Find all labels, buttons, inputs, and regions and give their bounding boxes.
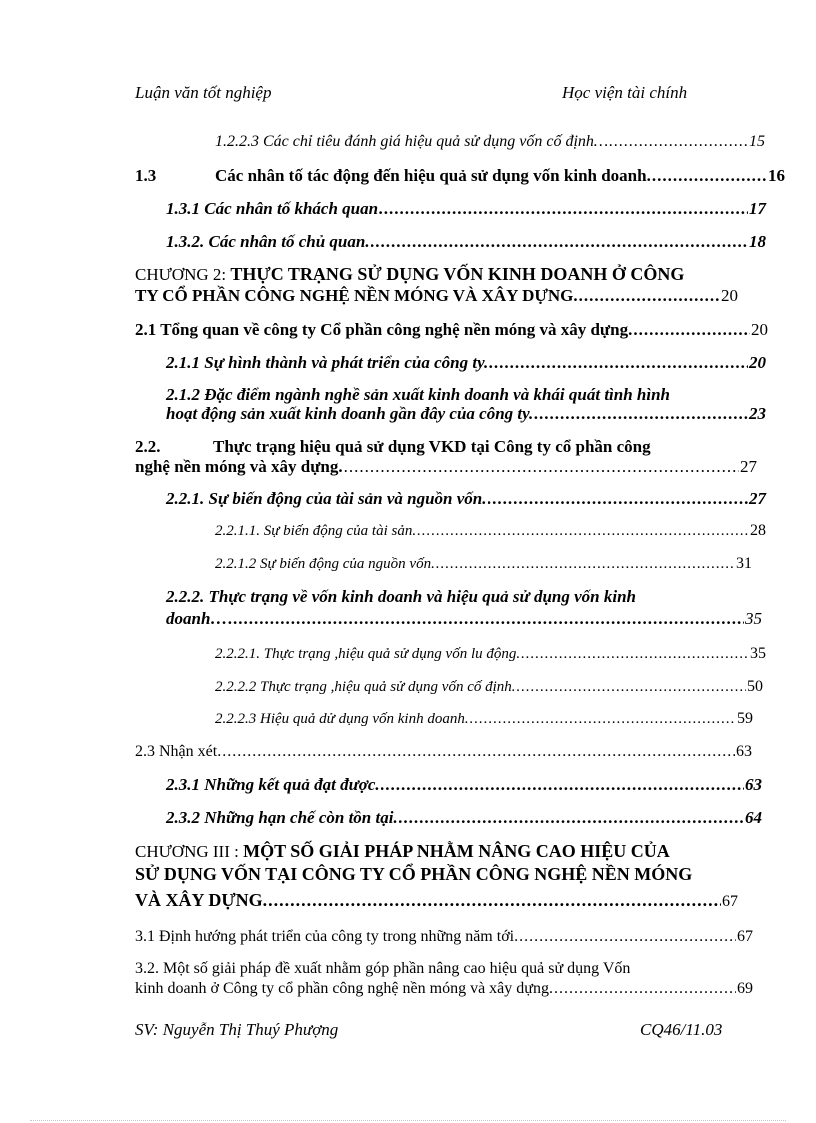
toc-entry-2-2-1-2 (215, 555, 752, 573)
toc-page: 31 (736, 555, 752, 572)
toc-text: 1.3.2. Các nhân tố chủ quan. (166, 232, 370, 251)
chapter-title: THỰC TRẠNG SỬ DỤNG VỐN KINH DOANH Ở CÔNG (230, 264, 685, 284)
toc-page: 67 (737, 928, 753, 945)
leader-dots (371, 232, 748, 252)
toc-entry-2-3-1 (166, 775, 762, 795)
toc-chapter-2-line2 (135, 286, 738, 306)
toc-entry-2-1-1 (166, 353, 766, 373)
leader-dots (222, 743, 735, 761)
toc-page: 20 (751, 320, 768, 339)
toc-entry-2-1 (135, 320, 768, 340)
chapter-title: MỘT SỐ GIẢI PHÁP NHẰM NÂNG CAO HIỆU CỦA (243, 841, 670, 861)
toc-page: 20 (721, 286, 738, 305)
toc-entry-2-2-2-2 (215, 678, 763, 696)
leader-dots (488, 489, 749, 509)
toc-text: 2.2.2.2 Thực trạng ,hiệu quả sử dụng vốn cố định. (215, 679, 516, 695)
toc-entry-1-3-2 (166, 232, 766, 252)
leader-dots (268, 890, 721, 911)
toc-page: 35 (750, 645, 766, 662)
leader-dots (554, 980, 736, 998)
toc-chapter-2-line1 (135, 264, 684, 285)
page-bottom-divider (30, 1120, 786, 1121)
toc-entry-1-2-2-3 (215, 133, 765, 151)
footer-right: CQ46/11.03 (640, 1020, 723, 1039)
toc-page: 18 (749, 232, 766, 251)
toc-page: 28 (750, 522, 766, 539)
toc-entry-2-2-2-3 (215, 710, 753, 728)
leader-dots (579, 286, 720, 306)
toc-page: 27 (749, 489, 766, 508)
toc-text: 2.2.2.3 Hiệu quả dử dụng vốn kinh doanh. (215, 711, 469, 727)
toc-text: doanh… (166, 609, 228, 628)
toc-entry-3-2-line2 (135, 980, 753, 998)
header-right: Học viện tài chính (562, 83, 688, 102)
toc-page: 59 (737, 710, 753, 727)
toc-page: 69 (737, 980, 753, 997)
leader-dots (534, 404, 748, 424)
leader-dots (470, 711, 736, 728)
leader-dots (417, 523, 749, 540)
toc-page: 63 (745, 775, 762, 794)
leader-dots (344, 457, 739, 477)
leader-dots (399, 808, 744, 828)
toc-text: kinh doanh ở Công ty cổ phần công nghệ nền móng và xây dựng. (135, 980, 553, 997)
toc-page: 50 (747, 678, 763, 695)
toc-page: 35 (745, 609, 762, 628)
toc-page: 63 (736, 743, 752, 760)
toc-page: 64 (745, 808, 762, 827)
toc-page: 23 (749, 404, 766, 423)
toc-text: TY CỔ PHẦN CÔNG NGHỆ NỀN MÓNG VÀ XÂY DỰNG. (135, 286, 578, 305)
toc-entry-2-3-2 (166, 808, 762, 828)
toc-chapter-3-line2: SỬ DỤNG VỐN TẠI CÔNG TY CỔ PHẦN CÔNG NGHỆ NỀN MÓNG (135, 864, 693, 884)
toc-entry-2-2-1-1 (215, 522, 766, 540)
toc-page: 16 (768, 166, 785, 185)
toc-entry-2-2-2-line1: 2.2.2. Thực trạng về vốn kinh doanh và hiệu quả sử dụng vốn kinh (166, 587, 637, 606)
toc-entry-2-2-line2 (135, 457, 757, 477)
toc-text: 1.3.1 Các nhân tố khách quan (166, 199, 379, 218)
toc-number: 2.2. (135, 437, 161, 456)
toc-text: 2.3 Nhận xét. (135, 743, 222, 760)
toc-text: 2.2.1.1. Sự biến động của tài sản. (215, 523, 417, 539)
leader-dots (633, 320, 750, 340)
header-left: Luận văn tốt nghiệp (135, 83, 272, 102)
leader-dots (228, 609, 744, 629)
toc-text: VÀ XÂY DỰNG. (135, 890, 268, 910)
toc-text: 2.1.1 Sự hình thành và phát triển của công ty. (166, 353, 489, 372)
toc-number: 1.3 (135, 166, 157, 185)
toc-entry-3-2-line1: 3.2. Một số giải pháp đề xuất nhằm góp phần nâng cao hiệu quả sử dụng Vốn (135, 960, 631, 977)
toc-entry-3-1 (135, 928, 753, 946)
leader-dots (436, 556, 735, 573)
toc-text: 2.3.1 Những kết quả đạt được. (166, 775, 380, 794)
leader-dots (381, 775, 744, 795)
toc-chapter-3-line1 (135, 841, 670, 862)
toc-page: 15 (749, 133, 765, 150)
toc-entry-2-2-2-line2 (166, 609, 762, 629)
toc-page: 17 (749, 199, 766, 218)
toc-text: Các nhân tố tác động đến hiệu quả sử dụng vốn kinh doanh. (215, 166, 651, 185)
toc-text: nghệ nền móng và xây dựng. (135, 457, 343, 476)
toc-entry-1-3-1 (166, 199, 766, 219)
leader-dots (519, 928, 736, 946)
toc-entry-2-2-line1 (135, 437, 651, 457)
toc-page: 67 (722, 893, 738, 910)
leader-dots (517, 679, 746, 696)
chapter-prefix: CHƯƠNG III : (135, 842, 244, 861)
toc-page: 27 (740, 457, 757, 476)
toc-page: 20 (749, 353, 766, 372)
toc-entry-2-1-2-line2 (166, 404, 766, 424)
chapter-prefix: CHƯƠNG 2: (135, 265, 231, 284)
toc-text: 2.1 Tổng quan về công ty Cổ phần công nghệ nền móng và xây dựng. (135, 320, 633, 339)
toc-text: hoạt động sản xuất kinh doanh gần đây của công ty. (166, 404, 534, 423)
toc-text: 1.2.2.3 Các chỉ tiêu đánh giá hiệu quả sử dụng vốn cố định… (215, 133, 609, 150)
toc-text: 2.2.1. Sự biến động của tài sản và nguồn vốn. (166, 489, 487, 508)
toc-chapter-3-line3 (135, 890, 738, 911)
toc-text: 2.3.2 Những hạn chế còn tồn tại. (166, 808, 398, 827)
toc-entry-2-1-2-line1: 2.1.2 Đặc điểm ngành nghề sản xuất kinh doanh và khái quát tình hình (166, 385, 671, 404)
toc-entry-2-2-2-1 (215, 645, 766, 663)
leader-dots (652, 166, 767, 186)
footer-left: SV: Nguyễn Thị Thuý Phượng (135, 1020, 339, 1039)
toc-text: 2.2.2.1. Thực trạng ,hiệu quả sử dụng vốn lu động. (215, 646, 521, 662)
toc-entry-2-2-1 (166, 489, 766, 509)
toc-text: 2.2.1.2 Sự biến động của nguồn vốn. (215, 556, 435, 572)
leader-dots (609, 133, 748, 151)
leader-dots (489, 353, 748, 373)
toc-entry-2-3 (135, 743, 752, 761)
toc-text: 3.1 Định hướng phát triển của công ty trong những năm tới. (135, 928, 519, 945)
leader-dots (379, 199, 748, 219)
toc-text: Thực trạng hiệu quả sử dụng VKD tại Công ty cổ phần công (213, 437, 651, 456)
toc-entry-1-3 (135, 166, 785, 186)
leader-dots (521, 646, 749, 663)
